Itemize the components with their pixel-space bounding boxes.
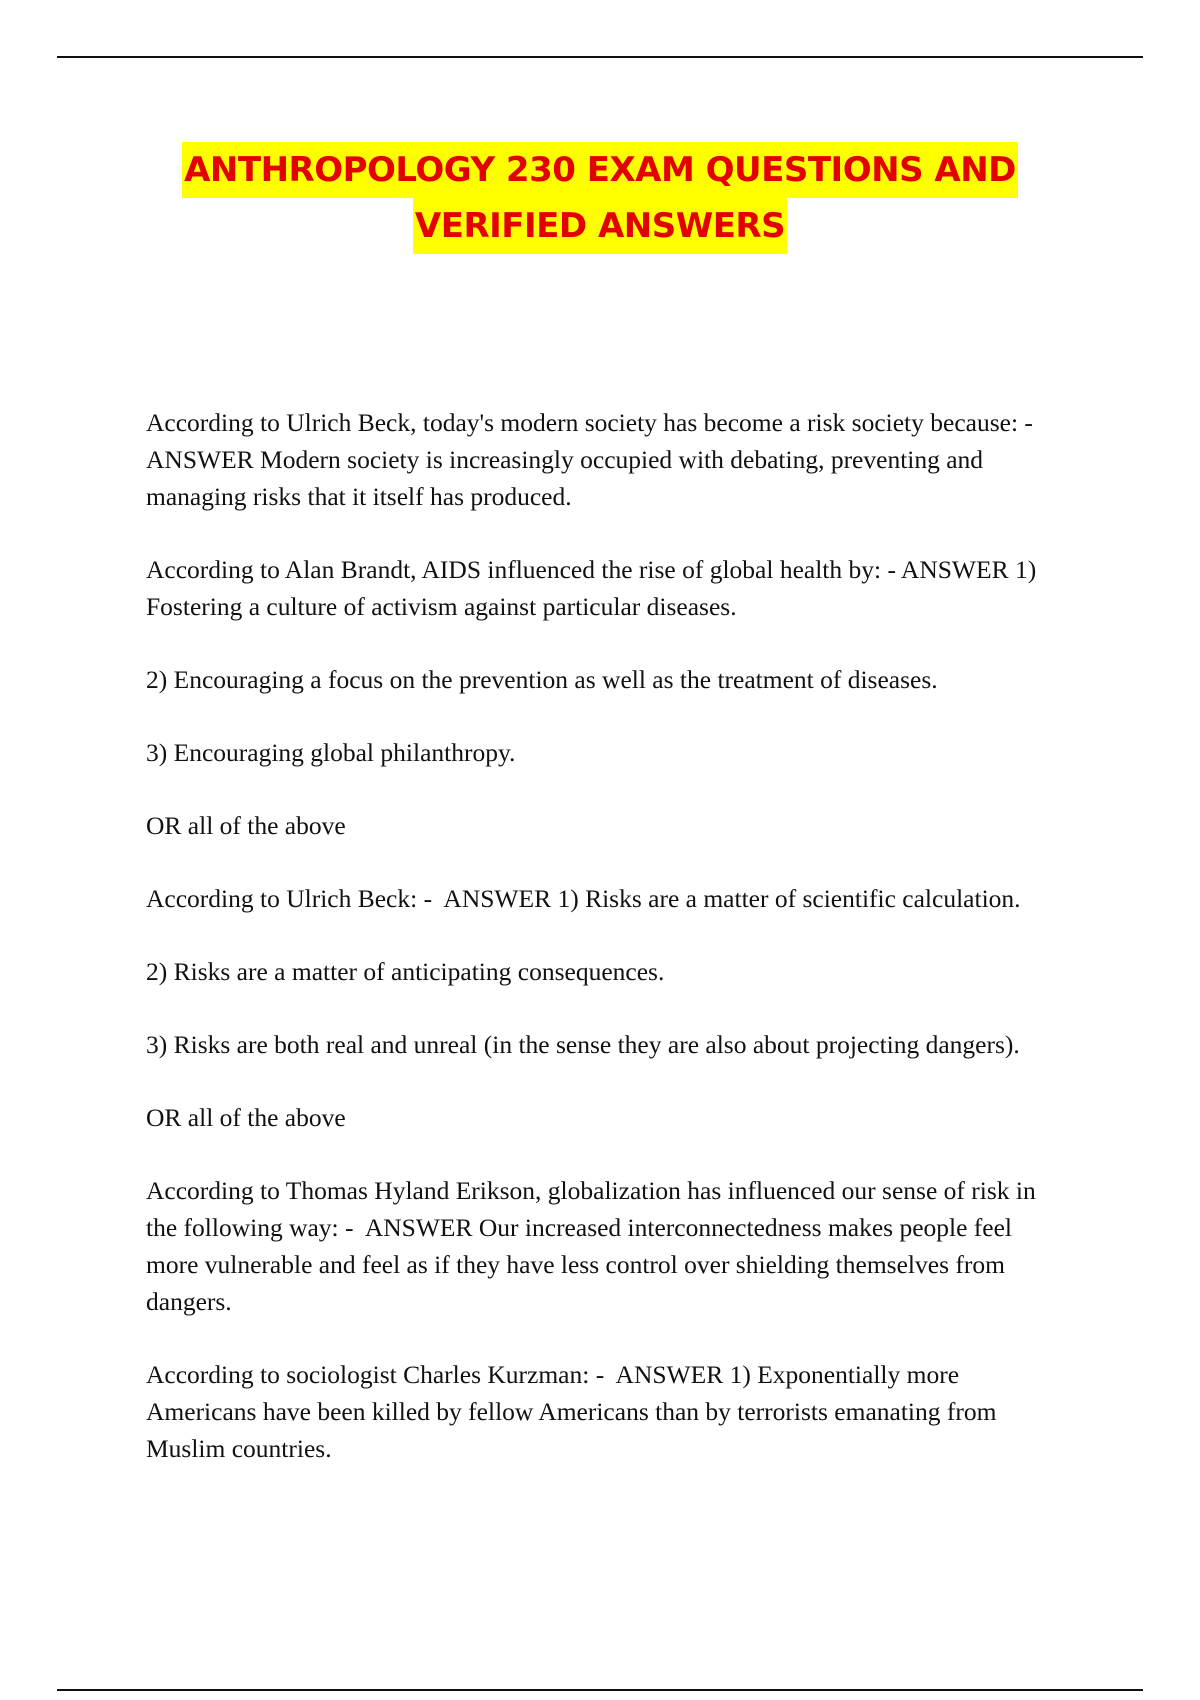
page-bottom-rule	[57, 1689, 1143, 1691]
paragraph-kurzman: According to sociologist Charles Kurzman: - ANSWER 1) Exponentially more Americans have been killed by fellow Americans than by terrorists emanating from Muslim countries.	[146, 1360, 1003, 1463]
paragraph-erikson-globalization: According to Thomas Hyland Erikson, globalization has influenced our sense of risk in the following way: - ANSWER Our increased interconnectedness makes people feel more vulnerable and feel as if they have less control over shielding themselves from dangers.	[146, 1176, 1043, 1316]
paragraph-beck-option-2: 2) Risks are a matter of anticipating consequences.	[146, 957, 665, 986]
paragraph-beck-risks: According to Ulrich Beck: - ANSWER 1) Risks are a matter of scientific calculation.	[146, 884, 1021, 913]
paragraph-beck-option-3: 3) Risks are both real and unreal (in the sense they are also about projecting dangers).	[146, 1030, 1020, 1059]
title-line-1: ANTHROPOLOGY 230 EXAM QUESTIONS AND	[182, 142, 1018, 198]
page-top-rule	[57, 56, 1143, 58]
paragraph-brandt-option-3: 3) Encouraging global philanthropy.	[146, 738, 516, 767]
paragraph-beck-all-above: OR all of the above	[146, 1103, 346, 1132]
paragraph-beck-risk-society: According to Ulrich Beck, today's modern society has become a risk society because: - ANSWER Modern society is increasingly occupied with debating, preventing and managing risks that it itself has produced.	[146, 408, 1045, 511]
document-body	[146, 404, 1066, 1503]
paragraph-brandt-option-2: 2) Encouraging a focus on the prevention as well as the treatment of diseases.	[146, 665, 938, 694]
title-line-2: VERIFIED ANSWERS	[413, 198, 787, 254]
document-title	[0, 142, 1200, 254]
paragraph-brandt-all-above: OR all of the above	[146, 811, 346, 840]
paragraph-brandt-aids: According to Alan Brandt, AIDS influenced the rise of global health by: - ANSWER 1) Fostering a culture of activism against particular diseases.	[146, 555, 1043, 621]
